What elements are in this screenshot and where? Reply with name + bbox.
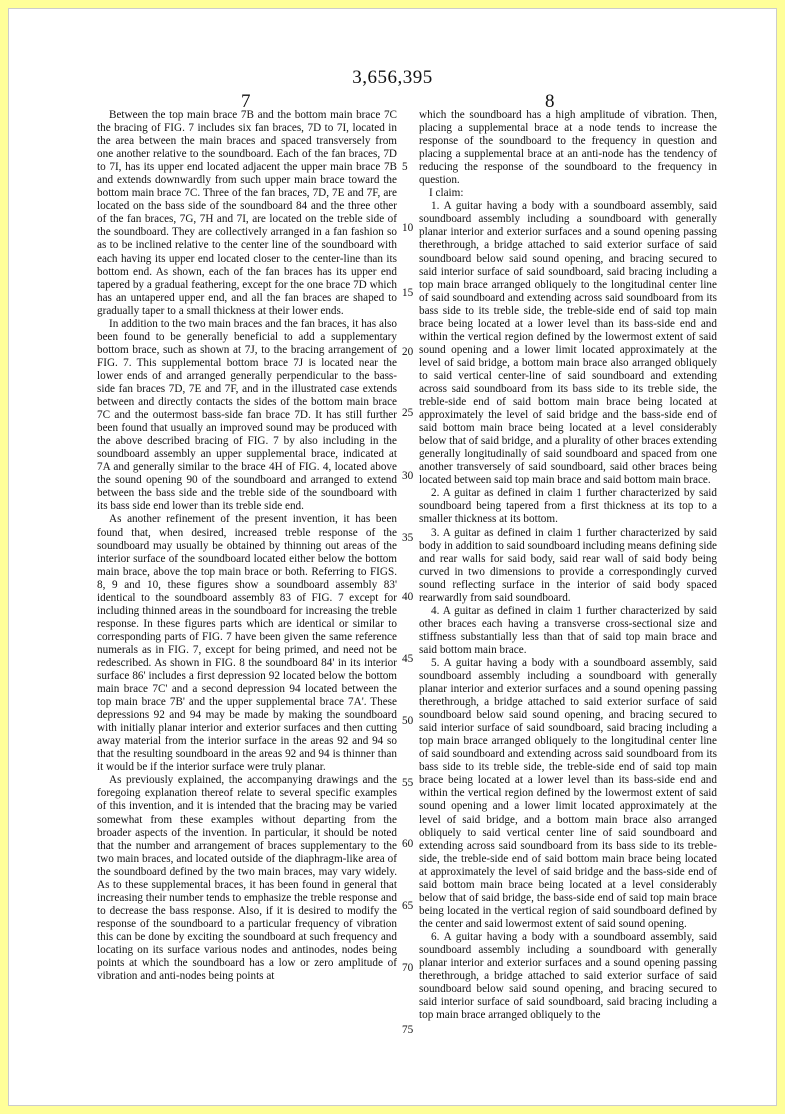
line-number: 70 [402, 962, 414, 974]
patent-number: 3,656,395 [352, 67, 433, 88]
paragraph: Between the top main brace 7B and the bottom main brace 7C the bracing of FIG. 7 includes six fan braces, 7D to 7I, located in the area between the main braces and spaced transversely from one another relative to the soundboard. Each of the fan braces, 7D to 7I, has its upper end located adjacent the upper main brace 7B and extends downwardly from such upper main brace toward the bottom main brace 7C. Three of the fan braces, 7D, 7E and 7F, are located on the bass side of the soundboard 84 and the three other of the fan braces, 7G, 7H and 7I, are located on the treble side of the soundboard. They are collectively arranged in a fan fashion so as to be inclined relative to the center line of the soundboard with each having its upper end located closer to the center-line than its bottom end. As shown, each of the fan braces has its upper end tapered by a gradual feathering, except for the one brace 7D which has an untapered upper end, and all the fan braces are shaped to gradually taper to a small thickness at their lower ends. [97, 109, 397, 317]
line-number: 40 [402, 591, 414, 603]
paragraph: As another refinement of the present invention, it has been found that, when desired, increased treble response of the soundboard may usually be obtained by thinning out areas of the interior surface of the soundboard located either below the bottom main brace, above the top main brace or both. Referring to FIGS. 8, 9 and 10, these figures show a soundboard assembly 83' identical to the soundboard assembly 83 of FIG. 7 except for including thinned areas in the soundboard for increasing the treble response. In these figures parts which are identical or similar to corresponding parts of FIG. 7 have been given the same reference numerals as in FIG. 7, except for being primed, and need not be redescribed. As shown in FIG. 8 the soundboard 84' in its interior surface 86' includes a first depression 92 located below the bottom main brace 7C' and a second depression 94 located between the top main brace 7B' and the upper supplemental brace 7A'. These depressions 92 and 94 may be made by making the soundboard with initially planar interior and exterior surfaces and then cutting away material from the interior surface in the areas 92 and 94 so that the resulting soundboard in the areas 92 and 94 is thinner than it would be if the interior surface were truly planar. [97, 513, 397, 774]
line-number: 50 [402, 715, 414, 727]
line-number: 45 [402, 653, 414, 665]
claim-2: 2. A guitar as defined in claim 1 further characterized by said soundboard being tapered from a first thickness at its top to a smaller thickness at its bottom. [419, 487, 717, 526]
line-number: 25 [402, 407, 414, 419]
claim-3: 3. A guitar as defined in claim 1 further characterized by said body in addition to said soundboard including means defining side and rear walls for said body, said rear wall of said body being curved in two dimensions to provide a correspondingly curved sound reflecting surface in the interior of said body spaced rearwardly from said soundboard. [419, 526, 717, 604]
claim-4: 4. A guitar as defined in claim 1 further characterized by said other braces each having a transverse cross-sectional size and stiffness substantially less than that of said top main brace and said bottom main brace. [419, 604, 717, 656]
patent-page [8, 8, 777, 1106]
line-number: 20 [402, 346, 414, 358]
paragraph: As previously explained, the accompanying drawings and the foregoing explanation thereof relate to several specific examples of this invention, and it is intended that the bracing may be varied somewhat from these examples without departing from the broader aspects of the invention. In particular, it should be noted that the number and arrangement of braces supplementary to the two main braces, and located outside of the diaphragm-like area of the soundboard defined by the two main braces, may vary widely. As to these supplemental braces, it has been found in general that increasing their number tends to emphasize the treble response and to decrease the bass response. Also, if it is desired to modify the response of the soundboard to a particular frequency of vibration this can be done by exciting the soundboard at such frequency and locating on its surface various nodes and antinodes, nodes being points at which the soundboard has a low or zero amplitude of vibration and anti-nodes being points at [97, 774, 397, 983]
line-number: 60 [402, 838, 414, 850]
line-number: 15 [402, 287, 414, 299]
claim-1: 1. A guitar having a body with a soundboard assembly, said soundboard assembly including a soundboard with generally planar interior and exterior surfaces and a sound opening passing therethrough, a bridge attached to said exterior surface of said soundboard below said sound opening, and bracing secured to said interior surface of said soundboard, said bracing including a top main brace arranged obliquely to the longitudinal center line of said soundboard and extending across said soundboard from its bass side to its treble side, the treble-side end of said top main brace being located at a lower level than its bass-side end and within the vertical region defined by the lowermost extent of said sound opening and a lower limit located approximately at the level of said bridge, a bottom main brace also arranged obliquely to said vertical center-line of said soundboard and extending across said soundboard from its bass side to its treble side, the treble-side end of said bottom main brace being located at approximately the level of said bridge and the bass-side end of said bottom main brace being located at a level considerably below that of said bridge, and a plurality of other braces extending generally longitudinally of said soundboard and spaced from one another transversely of said soundboard, said other braces being located between said top main brace and said bottom main brace. [419, 200, 717, 487]
line-number: 35 [402, 532, 414, 544]
line-number: 55 [402, 777, 414, 789]
line-number: 10 [402, 222, 414, 234]
line-number: 75 [402, 1024, 414, 1036]
claims-heading: I claim: [429, 187, 464, 200]
line-number: 30 [402, 470, 414, 482]
line-number: 5 [402, 161, 408, 173]
left-column-number: 7 [241, 91, 251, 112]
right-column-number: 8 [545, 91, 555, 112]
claim-6: 6. A guitar having a body with a soundboard assembly, said soundboard assembly including a soundboard with generally planar interior and exterior surfaces and a sound opening passing therethrough, a bridge attached to said exterior surface of said soundboard below said sound opening, and bracing secured to said interior surface of said soundboard, said bracing including a top main brace arranged obliquely to the [419, 930, 717, 1022]
claim-5: 5. A guitar having a body with a soundboard assembly, said soundboard assembly including a soundboard with generally planar interior and exterior surfaces and a sound opening passing therethrough, a bridge attached to said exterior surface of said soundboard below said sound opening, and bracing secured to said interior surface of said soundboard, said bracing including a top main brace arranged obliquely to the longitudinal center line of said soundboard and extending across said soundboard from its bass side to its treble side, the treble-side end of said top main brace being located at a lower level than its bass-side end and within the vertical region defined by the lowermost extent of said sound opening and a lower limit located approximately at the level of said bridge, and a bottom main brace also arranged obliquely to said vertical center line of said soundboard and extending across said soundboard from its bass side to its treble-side, the treble-side end of said bottom main brace being located at approximately the level of said bridge and the bass-side end of said bottom main brace being located at a level considerably below that of said bridge, the bass-side end of said top main brace being located in the vertical region of said soundboard defined by the center and said lowermost extent of said sound opening. [419, 656, 717, 930]
paragraph: In addition to the two main braces and the fan braces, it has also been found to be generally beneficial to add a supplementary bottom brace, such as shown at 7J, to the bracing arrangement of FIG. 7. This supplemental bottom brace 7J is located near the lower ends of and arranged generally perpendicular to the bass-side fan braces 7D, 7E and 7F, and in the illustrated case extends between and directly contacts the sides of the bottom main brace 7C and the outermost bass-side fan brace 7D. It has still further been found that usually an improved sound may be produced with the above described bracing of FIG. 7 by also including in the soundboard assembly an upper supplemental brace, indicated at 7A and generally similar to the brace 4H of FIG. 4, located above the sound opening 90 of the soundboard and arranged to extend between the bass side and the treble side of the soundboard with its bass side end lower than its treble side end. [97, 317, 397, 513]
right-text-column [419, 109, 717, 1022]
line-number: 65 [402, 900, 414, 912]
paragraph: which the soundboard has a high amplitude of vibration. Then, placing a supplemental brace at a node tends to increase the response of the soundboard to the frequency in question and placing a supplemental brace at an anti-node has the tendency of reducing the response of the soundboard to the frequency in question. [419, 109, 717, 187]
left-text-column [97, 109, 397, 983]
